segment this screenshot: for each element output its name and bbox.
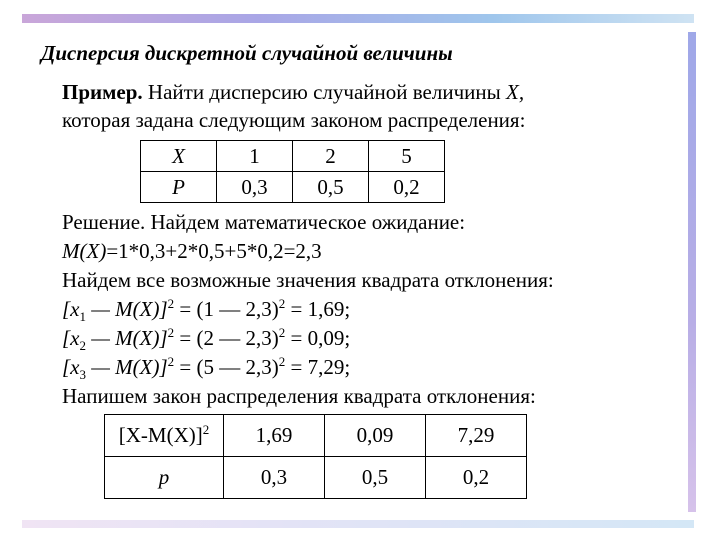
slide-title: Дисперсия дискретной случайной величины [41,41,453,65]
example-line-1 [62,80,524,105]
example-text: Найти дисперсию случайной величины [147,80,501,104]
example-label: Пример. [62,80,143,104]
table-cell: 1,69 [224,415,325,457]
deviation-distribution-table [104,414,527,499]
dev-index: 3 [79,367,86,383]
dev-open: [x [62,355,80,379]
table-row [105,457,527,499]
dev-square: 2 [278,354,286,369]
table-cell: 0,2 [426,457,527,499]
dev-open: [x [62,297,80,321]
right-decor-bar [688,32,696,512]
table-cell: 7,29 [426,415,527,457]
solution-line-3: Найдем все возможные значения квадрата отклонения: [62,268,554,292]
bottom-decor-bar [22,520,694,528]
dev-open: [x [62,326,80,350]
deviation-line-1 [62,296,351,325]
example-line-2: которая задана следующим законом распределения: [62,108,526,132]
dev-square: 2 [167,325,175,340]
table-cell: X [141,141,217,172]
solution-line-1: Решение. Найдем математическое ожидание: [62,210,466,234]
example-var: X, [506,80,525,104]
dev-rhs: = (1 — 2,3) [179,297,279,321]
deviation-line-2 [62,325,351,354]
dev-index: 2 [79,338,86,354]
table-cell: 5 [369,141,445,172]
table-cell: p [105,457,224,499]
dev-square: 2 [167,296,175,311]
deviation-line-3 [62,354,351,383]
table-cell: 0,2 [369,172,445,203]
table-row [141,141,445,172]
solution-line-last: Напишем закон распределения квадрата отклонения: [62,384,536,408]
top-decor-bar [22,14,694,23]
table-cell: 0,09 [325,415,426,457]
dev-square: 2 [278,296,286,311]
dev-index: 1 [79,309,86,325]
dev-rhs: = (5 — 2,3) [179,355,279,379]
dev-mid: — M(X)] [86,326,168,350]
table-header-cell [105,415,224,457]
dev-result: = 7,29; [285,355,351,379]
table-cell: 0,3 [217,172,293,203]
dev-mid: — M(X)] [86,297,168,321]
table-cell: 1 [217,141,293,172]
table-cell: 0,5 [325,457,426,499]
dev-rhs: = (2 — 2,3) [179,326,279,350]
table-row [141,172,445,203]
table-cell: 0,5 [293,172,369,203]
expectation-line [62,239,322,264]
table-cell: 0,3 [224,457,325,499]
table-cell: P [141,172,217,203]
dev-square: 2 [167,354,175,369]
dev-mid: — M(X)] [86,355,168,379]
table-row [105,415,527,457]
dev-result: = 0,09; [285,326,351,350]
table-cell: 2 [293,141,369,172]
table-header-square: 2 [202,422,210,437]
table-header-text: [X-M(X)] [118,423,203,447]
dev-result: = 1,69; [285,297,351,321]
expectation-rhs: =1*0,3+2*0,5+5*0,2=2,3 [106,239,322,263]
dev-square: 2 [278,325,286,340]
distribution-table [140,140,445,203]
expectation-lhs: M(X) [62,239,107,263]
